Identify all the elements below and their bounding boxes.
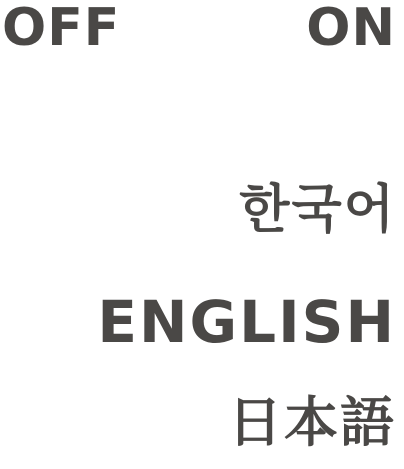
language-option-japanese[interactable]: 日本語	[228, 391, 396, 454]
language-option-english[interactable]: ENGLISH	[97, 288, 396, 356]
off-toggle[interactable]: OFF	[2, 0, 121, 58]
language-option-korean[interactable]: 한국어	[239, 180, 396, 240]
on-toggle[interactable]: ON	[306, 0, 396, 58]
